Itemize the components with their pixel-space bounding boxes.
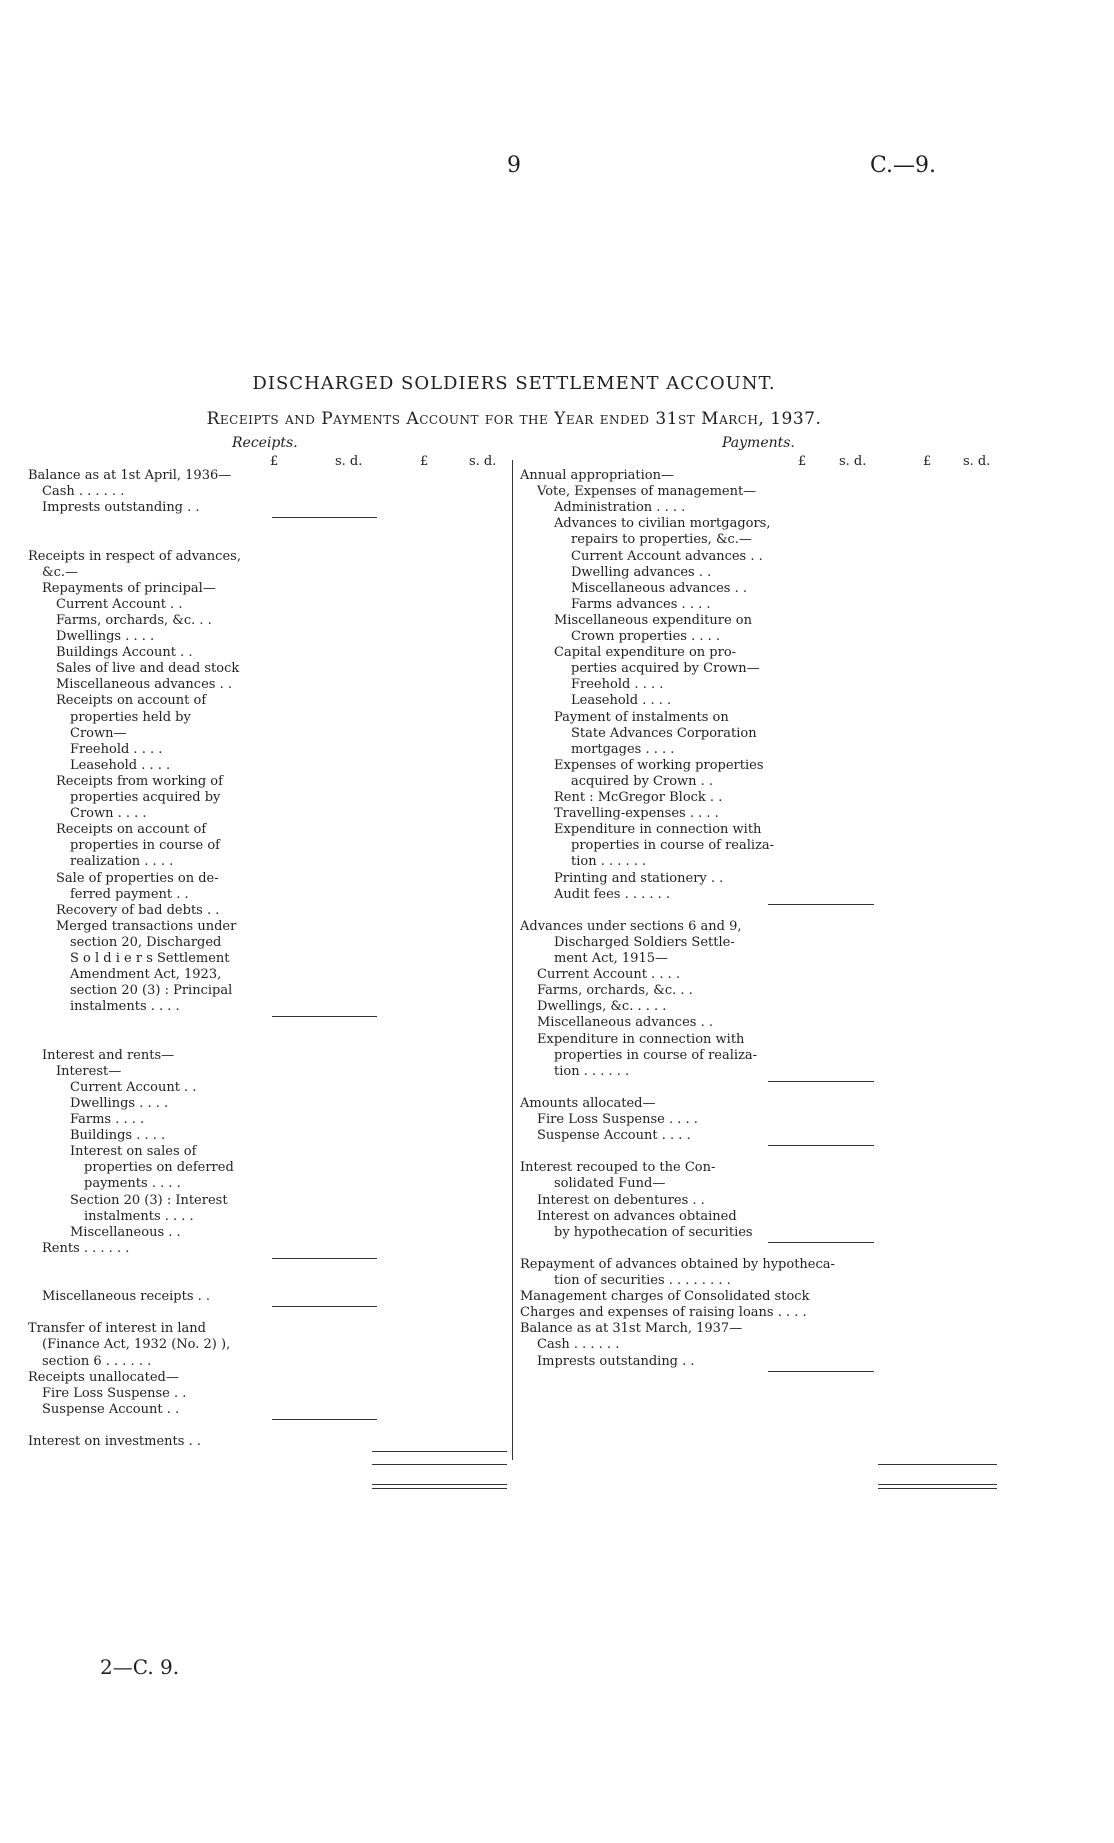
- payments-row-label: Miscellaneous advances . .: [537, 1015, 713, 1031]
- payments-row-label: repairs to properties, &c.—: [571, 532, 752, 548]
- receipts-row-label: Freehold . . . .: [70, 741, 163, 757]
- receipts-row-label: Dwellings . . . .: [70, 1095, 169, 1111]
- receipts-row-label: Sale of properties on de-: [56, 870, 219, 886]
- receipts-row-label: section 20, Discharged: [70, 934, 222, 950]
- receipts-row-label: Crown—: [70, 725, 127, 741]
- payments-subtotal-rule: [768, 1081, 874, 1082]
- receipts-subtotal-rule: [272, 1016, 377, 1017]
- receipts-pound-head-a: £: [270, 454, 279, 469]
- payments-row-label: Leasehold . . . .: [571, 693, 672, 709]
- receipts-row-label: Section 20 (3) : Interest: [70, 1192, 228, 1208]
- receipts-subtotal-rule: [272, 1258, 377, 1259]
- payments-row-label: properties in course of realiza-: [571, 838, 775, 854]
- receipts-row-label: &c.—: [42, 564, 78, 580]
- payments-row-label: Discharged Soldiers Settle-: [554, 934, 735, 950]
- payments-row-label: Imprests outstanding . .: [537, 1353, 695, 1369]
- payments-row-label: acquired by Crown . .: [571, 773, 714, 789]
- payments-sd-head-b: s. d.: [963, 454, 991, 469]
- receipts-row-label: Receipts on account of: [56, 693, 207, 709]
- payments-row-label: Crown properties . . . .: [571, 629, 721, 644]
- payments-row-label: Administration . . . .: [554, 500, 686, 516]
- receipts-row-label: ferred payment . .: [70, 886, 189, 902]
- receipts-row-label: Interest and rents—: [42, 1047, 175, 1063]
- receipts-row-label: Miscellaneous . .: [70, 1224, 181, 1240]
- receipts-heading: Receipts.: [232, 435, 298, 451]
- receipts-row-label: Dwellings . . . .: [56, 629, 155, 644]
- payments-row-label: Charges and expenses of raising loans . . . .: [520, 1305, 807, 1321]
- receipts-pound-head-b: £: [420, 454, 429, 469]
- receipts-row-label: Interest—: [56, 1063, 122, 1079]
- receipts-row-label: realization . . . .: [70, 854, 174, 870]
- receipts-row-label: Receipts unallocated—: [28, 1369, 179, 1385]
- receipts-row-label: Farms, orchards, &c. . .: [56, 612, 212, 628]
- payments-row-label: Dwellings, &c. . . . .: [537, 999, 667, 1015]
- payments-row-label: Vote, Expenses of management—: [537, 484, 757, 500]
- receipts-row-label: Buildings Account . .: [56, 645, 193, 661]
- receipts-row-label: Recovery of bad debts . .: [56, 902, 220, 918]
- receipts-row-label: Rents . . . . . .: [42, 1240, 130, 1256]
- receipts-subtotal-rule: [272, 1306, 377, 1307]
- payments-row-label: Current Account advances . .: [571, 548, 763, 564]
- payments-row-label: Cash . . . . . .: [537, 1337, 620, 1353]
- payments-row-label: by hypothecation of securities: [554, 1224, 753, 1240]
- payments-pound-head-b: £: [923, 454, 932, 469]
- receipts-row-label: Receipts in respect of advances,: [28, 548, 241, 564]
- receipts-row-label: Merged transactions under: [56, 918, 237, 934]
- receipts-row-label: (Finance Act, 1932 (No. 2) ),: [42, 1337, 231, 1353]
- receipts-subtotal-rule: [272, 517, 377, 518]
- payments-subtotal-rule: [768, 1242, 874, 1243]
- payments-total-top-rule: [878, 1464, 997, 1465]
- receipts-sd-head-a: s. d.: [335, 454, 363, 469]
- receipts-sd-head-b: s. d.: [469, 454, 497, 469]
- receipts-row-label: section 20 (3) : Principal: [70, 983, 233, 999]
- payments-pound-head-a: £: [798, 454, 807, 469]
- receipts-subtotal-rule: [372, 1451, 507, 1452]
- payments-row-label: solidated Fund—: [554, 1176, 666, 1192]
- payments-row-label: Interest recouped to the Con-: [520, 1160, 716, 1176]
- receipts-row-label: Receipts on account of: [56, 822, 207, 838]
- receipts-row-label: section 6 . . . . . .: [42, 1353, 152, 1369]
- payments-sd-head-a: s. d.: [839, 454, 867, 469]
- payments-row-label: Expenses of working properties: [554, 757, 764, 773]
- payments-row-label: Expenditure in connection with: [554, 822, 762, 838]
- page-number: 9: [507, 153, 521, 178]
- payments-row-label: Rent : McGregor Block . .: [554, 790, 723, 805]
- payments-row-label: Suspense Account . . . .: [537, 1128, 691, 1144]
- payments-row-label: Audit fees . . . . . .: [554, 886, 671, 902]
- payments-row-label: Repayment of advances obtained by hypotheca-: [520, 1256, 835, 1272]
- payments-row-label: Capital expenditure on pro-: [554, 645, 737, 661]
- receipts-row-label: Current Account . .: [70, 1079, 197, 1095]
- receipts-row-label: properties held by: [70, 709, 191, 725]
- payments-row-label: Miscellaneous advances . .: [571, 580, 747, 596]
- payments-row-label: Amounts allocated—: [520, 1095, 656, 1111]
- receipts-row-label: properties on deferred: [84, 1160, 234, 1176]
- receipts-row-label: payments . . . .: [84, 1176, 181, 1192]
- payments-row-label: Printing and stationery . .: [554, 870, 724, 886]
- payments-row-label: Expenditure in connection with: [537, 1031, 745, 1047]
- receipts-row-label: Farms . . . .: [70, 1112, 145, 1127]
- receipts-row-label: Receipts from working of: [56, 773, 223, 789]
- receipts-total-double-rule: [372, 1484, 507, 1489]
- payments-row-label: tion . . . . . .: [554, 1063, 630, 1079]
- payments-row-label: Payment of instalments on: [554, 709, 729, 725]
- account-title: DISCHARGED SOLDIERS SETTLEMENT ACCOUNT.: [252, 373, 776, 394]
- payments-row-label: Interest on debentures . .: [537, 1192, 705, 1208]
- receipts-row-label: Repayments of principal—: [42, 580, 216, 596]
- document-code: C.—9.: [870, 153, 937, 178]
- payments-subtotal-rule: [768, 1145, 874, 1146]
- receipts-row-label: instalments . . . .: [70, 999, 180, 1015]
- receipts-row-label: Fire Loss Suspense . .: [42, 1385, 187, 1401]
- receipts-row-label: properties in course of: [70, 838, 220, 854]
- receipts-row-label: instalments . . . .: [84, 1208, 194, 1224]
- receipts-row-label: Sales of live and dead stock: [56, 661, 240, 677]
- receipts-row-label: Current Account . .: [56, 596, 183, 612]
- receipts-row-label: Imprests outstanding . .: [42, 500, 200, 516]
- payments-row-label: Interest on advances obtained: [537, 1208, 737, 1224]
- payments-row-label: Management charges of Consolidated stock: [520, 1289, 810, 1305]
- receipts-row-label: Transfer of interest in land: [28, 1321, 206, 1337]
- payments-subtotal-rule: [768, 904, 874, 905]
- payments-row-label: Advances under sections 6 and 9,: [520, 918, 742, 934]
- payments-row-label: Freehold . . . .: [571, 677, 664, 693]
- receipts-row-label: Interest on investments . .: [28, 1434, 201, 1449]
- receipts-row-label: Miscellaneous receipts . .: [42, 1289, 211, 1305]
- payments-row-label: properties in course of realiza-: [554, 1047, 758, 1063]
- payments-row-label: Farms advances . . . .: [571, 596, 711, 612]
- receipts-row-label: Suspense Account . .: [42, 1401, 180, 1417]
- payments-row-label: ment Act, 1915—: [554, 951, 668, 966]
- payments-heading: Payments.: [722, 435, 795, 451]
- payments-row-label: State Advances Corporation: [571, 725, 757, 741]
- receipts-row-label: properties acquired by: [70, 790, 221, 805]
- receipts-row-label: Amendment Act, 1923,: [70, 967, 222, 983]
- payments-row-label: Advances to civilian mortgagors,: [554, 516, 771, 532]
- receipts-row-label: Cash . . . . . .: [42, 484, 125, 500]
- payments-subtotal-rule: [768, 1371, 874, 1372]
- payments-row-label: Farms, orchards, &c. . .: [537, 983, 693, 999]
- receipts-row-label: Crown . . . .: [70, 806, 147, 822]
- column-divider: [512, 460, 513, 1460]
- payments-total-double-rule: [878, 1484, 997, 1489]
- receipts-total-top-rule: [372, 1464, 507, 1465]
- footer-code: 2—C. 9.: [100, 1655, 180, 1679]
- payments-row-label: Dwelling advances . .: [571, 564, 712, 580]
- payments-row-label: Current Account . . . .: [537, 967, 680, 983]
- receipts-row-label: Interest on sales of: [70, 1144, 197, 1160]
- payments-row-label: Miscellaneous expenditure on: [554, 612, 752, 628]
- receipts-row-label: Balance as at 1st April, 1936—: [28, 468, 232, 483]
- receipts-row-label: Miscellaneous advances . .: [56, 677, 232, 693]
- payments-row-label: Fire Loss Suspense . . . .: [537, 1112, 698, 1127]
- payments-row-label: perties acquired by Crown—: [571, 661, 760, 677]
- payments-row-label: mortgages . . . .: [571, 741, 675, 757]
- payments-row-label: Annual appropriation—: [520, 468, 675, 483]
- payments-row-label: tion of securities . . . . . . . .: [554, 1273, 731, 1288]
- payments-row-label: Travelling-expenses . . . .: [554, 806, 719, 822]
- receipts-row-label: Buildings . . . .: [70, 1128, 166, 1144]
- payments-row-label: tion . . . . . .: [571, 854, 647, 870]
- receipts-row-label: Leasehold . . . .: [70, 757, 171, 773]
- receipts-subtotal-rule: [272, 1419, 377, 1420]
- receipts-row-label: S o l d i e r s Settlement: [70, 951, 230, 966]
- account-subtitle: Receipts and Payments Account for the Year ended 31st March, 1937.: [206, 409, 822, 429]
- payments-row-label: Balance as at 31st March, 1937—: [520, 1321, 743, 1337]
